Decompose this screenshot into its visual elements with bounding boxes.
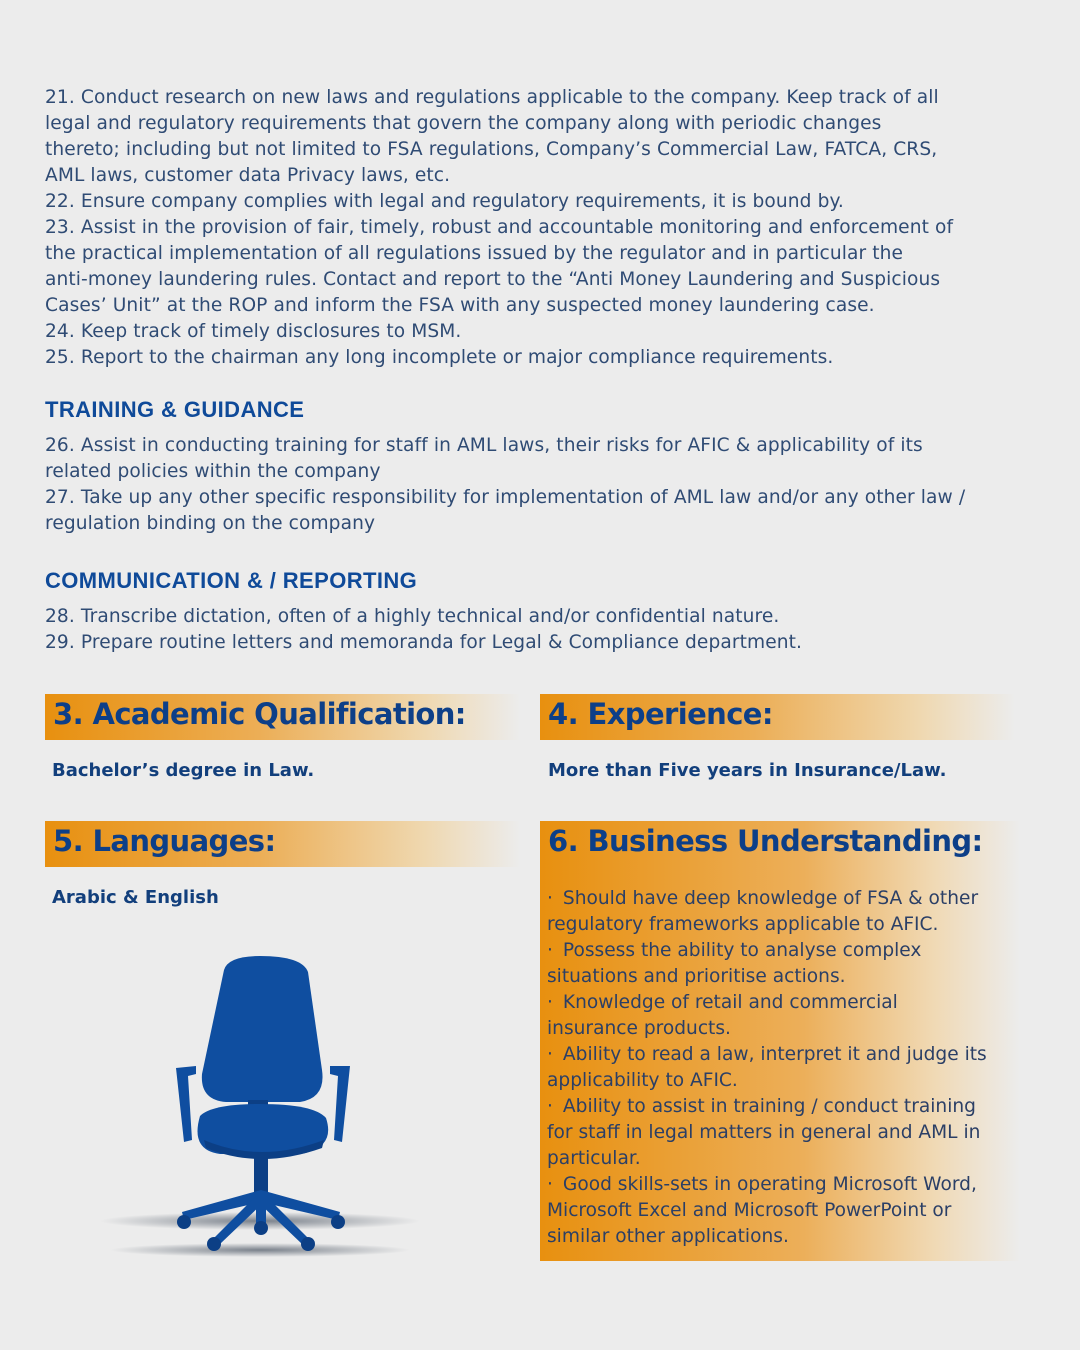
text-line: legal and regulatory requirements that govern the company along with periodic changes [45, 113, 882, 134]
languages-value: Arabic & English [52, 887, 219, 908]
business-list-item [547, 938, 1017, 964]
business-item-text: applicability to AFIC. [547, 1070, 738, 1091]
text-line: the practical implementation of all regulations issued by the regulator and in particular the [45, 243, 904, 264]
business-item-text: Possess the ability to analyse complex [562, 940, 922, 961]
business-list-item [547, 912, 1017, 938]
text-line: thereto; including but not limited to FSA regulations, Company’s Commercial Law, FATCA, CRS, [45, 139, 938, 160]
languages-banner [45, 821, 520, 867]
bullet-icon: · [547, 1096, 553, 1117]
experience-banner [540, 694, 1015, 740]
business-list-item [547, 1094, 1017, 1120]
duties-list [45, 85, 1035, 371]
text-line: 23. Assist in the provision of fair, timely, robust and accountable monitoring and enforcement of [45, 217, 954, 238]
experience-title: 4. Experience: [548, 697, 773, 731]
academic-banner [45, 694, 520, 740]
training-heading: TRAINING & GUIDANCE [45, 397, 305, 422]
academic-value: Bachelor’s degree in Law. [52, 760, 315, 781]
business-list-item [547, 886, 1017, 912]
text-line: related policies within the company [45, 461, 381, 482]
communication-list [45, 604, 1035, 656]
business-list-item [547, 1198, 1017, 1224]
text-line: 26. Assist in conducting training for staff in AML laws, their risks for AFIC & applicability of its [45, 435, 923, 456]
business-list-item [547, 1016, 1017, 1042]
text-line: AML laws, customer data Privacy laws, etc. [45, 165, 451, 186]
business-item-text: Ability to read a law, interpret it and judge its [562, 1044, 987, 1065]
business-item-text: situations and prioritise actions. [547, 966, 846, 987]
business-item-text: Good skills-sets in operating Microsoft Word, [562, 1174, 977, 1195]
business-list-item [547, 1042, 1017, 1068]
office-chair-svg [100, 950, 430, 1260]
business-list-item [547, 1120, 1017, 1146]
business-item-text: particular. [547, 1148, 641, 1169]
academic-title: 3. Academic Qualification: [53, 697, 466, 731]
business-item-text: regulatory frameworks applicable to AFIC. [547, 914, 939, 935]
business-item-text: Ability to assist in training / conduct training [562, 1096, 976, 1117]
business-item-text: for staff in legal matters in general and AML in [547, 1122, 981, 1143]
text-line: anti-money laundering rules. Contact and report to the “Anti Money Laundering and Suspicious [45, 269, 941, 290]
bullet-icon: · [547, 992, 553, 1013]
experience-value: More than Five years in Insurance/Law. [548, 760, 947, 781]
training-list [45, 433, 1035, 537]
business-list-item [547, 1146, 1017, 1172]
business-list-item [547, 1172, 1017, 1198]
business-item-text: Should have deep knowledge of FSA & other [562, 888, 979, 909]
text-line: 24. Keep track of timely disclosures to MSM. [45, 321, 462, 342]
text-line: Cases’ Unit” at the ROP and inform the FSA with any suspected money laundering case. [45, 295, 875, 316]
bullet-icon: · [547, 888, 553, 909]
business-title: 6. Business Understanding: [548, 824, 983, 858]
business-list-item [547, 1224, 1017, 1250]
text-line: regulation binding on the company [45, 513, 376, 534]
text-line: 25. Report to the chairman any long incomplete or major compliance requirements. [45, 347, 834, 368]
business-list [547, 886, 1017, 1250]
business-understanding-box [540, 821, 1020, 1261]
business-list-item [547, 1068, 1017, 1094]
business-list-item [547, 990, 1017, 1016]
bullet-icon: · [547, 940, 553, 961]
business-item-text: similar other applications. [547, 1226, 789, 1247]
text-line: 22. Ensure company complies with legal and regulatory requirements, it is bound by. [45, 191, 844, 212]
text-line: 29. Prepare routine letters and memoranda for Legal & Compliance department. [45, 632, 803, 653]
business-item-text: Microsoft Excel and Microsoft PowerPoint or [547, 1200, 952, 1221]
text-line: 27. Take up any other specific responsibility for implementation of AML law and/or any other law / [45, 487, 966, 508]
languages-title: 5. Languages: [53, 824, 276, 858]
text-line: 21. Conduct research on new laws and regulations applicable to the company. Keep track of all [45, 87, 939, 108]
business-item-text: Knowledge of retail and commercial [562, 992, 898, 1013]
office-chair-icon [100, 950, 430, 1260]
bullet-icon: · [547, 1044, 553, 1065]
communication-heading: COMMUNICATION & / REPORTING [45, 568, 418, 593]
bullet-icon: · [547, 1174, 553, 1195]
business-list-item [547, 964, 1017, 990]
text-line: 28. Transcribe dictation, often of a highly technical and/or confidential nature. [45, 606, 780, 627]
business-item-text: insurance products. [547, 1018, 731, 1039]
